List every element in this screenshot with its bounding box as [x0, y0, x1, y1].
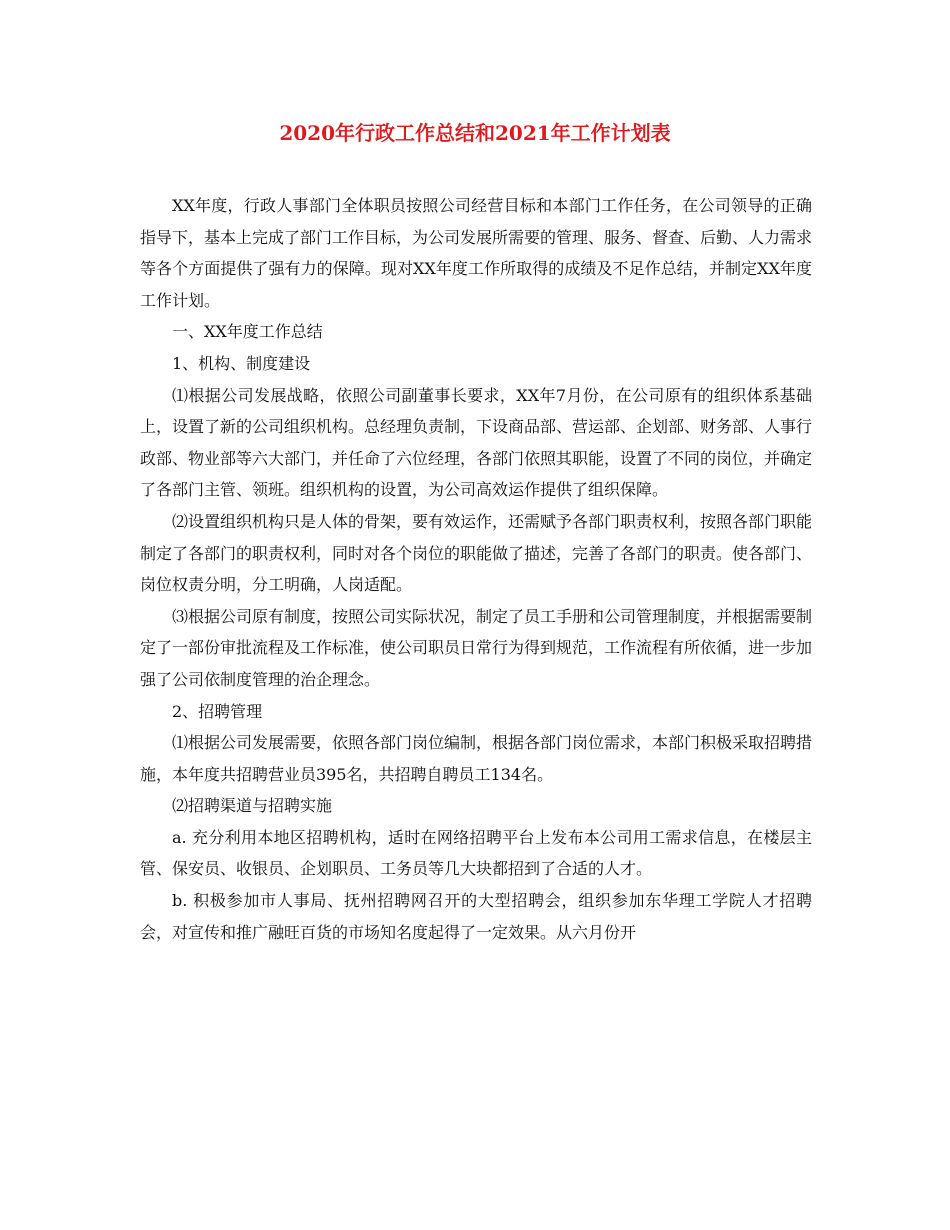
paragraph: ⑵设置组织机构只是人体的骨架，要有效运作，还需赋予各部门职责权利，按照各部门职能制定了各部门的职责权利，同时对各个岗位的职能做了描述，完善了各部门的职责。使各部门、岗位权责分明，分工明确，人岗适配。 [140, 511, 813, 595]
paragraph-intro: XX年度，行政人事部门全体职员按照公司经营目标和本部门工作任务，在公司领导的正确指导下，基本上完成了部门工作目标，为公司发展所需要的管理、服务、督查、后勤、人力需求等各个方面提供了强有力的保障。现对XX年度工作所取得的成绩及不足作总结，并制定XX年度工作计划。 [140, 196, 813, 310]
paragraph: a. 充分利用本地区招聘机构，适时在网络招聘平台上发布本公司用工需求信息，在楼层主管、保安员、收银员、企划职员、工务员等几大块都招到了合适的人才。 [140, 827, 812, 879]
paragraph: ⑶根据公司原有制度，按照公司实际状况，制定了员工手册和公司管理制度，并根据需要制定了一部份审批流程及工作标准，使公司职员日常行为得到规范，工作流程有所依循，进一步加强了公司依制度管理的治企理念。 [140, 606, 813, 689]
section-heading: 一、XX年度工作总结 [172, 322, 323, 342]
document-body [140, 190, 812, 948]
paragraph: b. 积极参加市人事局、抚州招聘网召开的大型招聘会，组织参加东华理工学院人才招聘会，对宣传和推广融旺百货的市场知名度起得了一定效果。从六月份开 [140, 891, 812, 942]
paragraph: ⑴根据公司发展战略，依照公司副董事长要求，XX年7月份，在公司原有的组织体系基础上，设置了新的公司组织机构。总经理负责制，下设商品部、营运部、企划部、财务部、人事行政部、物业部等六大部门，并任命了六位经理，各部门依照其职能，设置了不同的岗位，并确定了各部门主管、领班。组织机构的设置，为公司高效运作提供了组织保障。 [140, 385, 813, 500]
subsection-heading: 2、招聘管理 [172, 701, 263, 721]
paragraph: ⑴根据公司发展需要，依照各部门岗位编制，根据各部门岗位需求，本部门积极采取招聘措施，本年度共招聘营业员395名，共招聘自聘员工134名。 [140, 733, 813, 784]
document-title: 2020年行政工作总结和2021年工作计划表 [279, 121, 671, 145]
paragraph: ⑵招聘渠道与招聘实施 [172, 796, 333, 816]
subsection-heading: 1、机构、制度建设 [172, 353, 311, 373]
